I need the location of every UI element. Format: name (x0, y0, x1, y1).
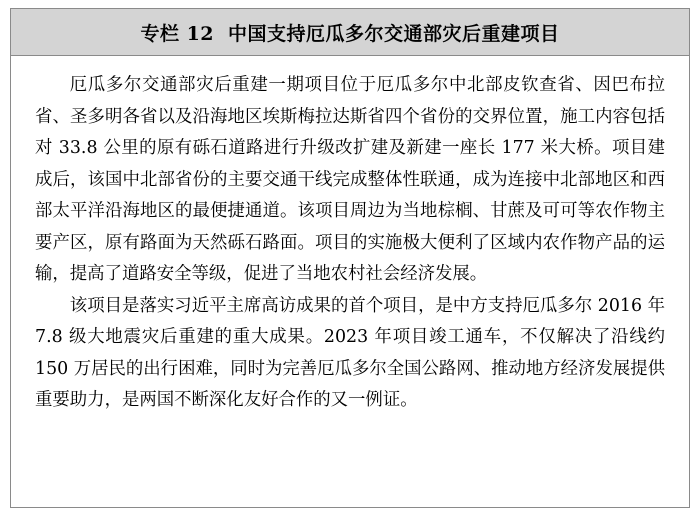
callout-box-body (11, 56, 689, 507)
callout-box-title (140, 19, 559, 46)
callout-box (10, 8, 690, 508)
callout-box-header (11, 9, 689, 56)
callout-box-title-text: 中国支持厄瓜多尔交通部灾后重建项目 (228, 22, 560, 45)
callout-box-title-number: 专栏 12 (140, 22, 215, 45)
paragraph: 厄瓜多尔交通部灾后重建一期项目位于厄瓜多尔中北部皮钦查省、因巴布拉省、圣多明各省以及沿海地区埃斯梅拉达斯省四个省份的交界位置，施工内容包括对 33.8 公里的原有砾石道路进行升级改扩建及新建一座长 177 米大桥。项目建成后，该国中北部省份的主要交通干线完成整体性联通，成为连接中北部地区和西部太平洋沿海地区的最便捷通道。该项目周边为当地棕榈、甘蔗及可可等农作物主要产区，原有路面为天然砾石路面。项目的实施极大便利了区域内农作物产品的运输，提高了道路安全等级，促进了当地农村社会经济发展。 (35, 75, 665, 284)
paragraph: 该项目是落实习近平主席高访成果的首个项目，是中方支持厄瓜多尔 2016 年 7.8 级大地震灾后重建的重大成果。2023 年项目竣工通车，不仅解决了沿线约 150 万居民的出行困难，同时为完善厄瓜多尔全国公路网、推动地方经济发展提供重要助力，是两国不断深化友好合作的又一例证。 (35, 295, 666, 410)
